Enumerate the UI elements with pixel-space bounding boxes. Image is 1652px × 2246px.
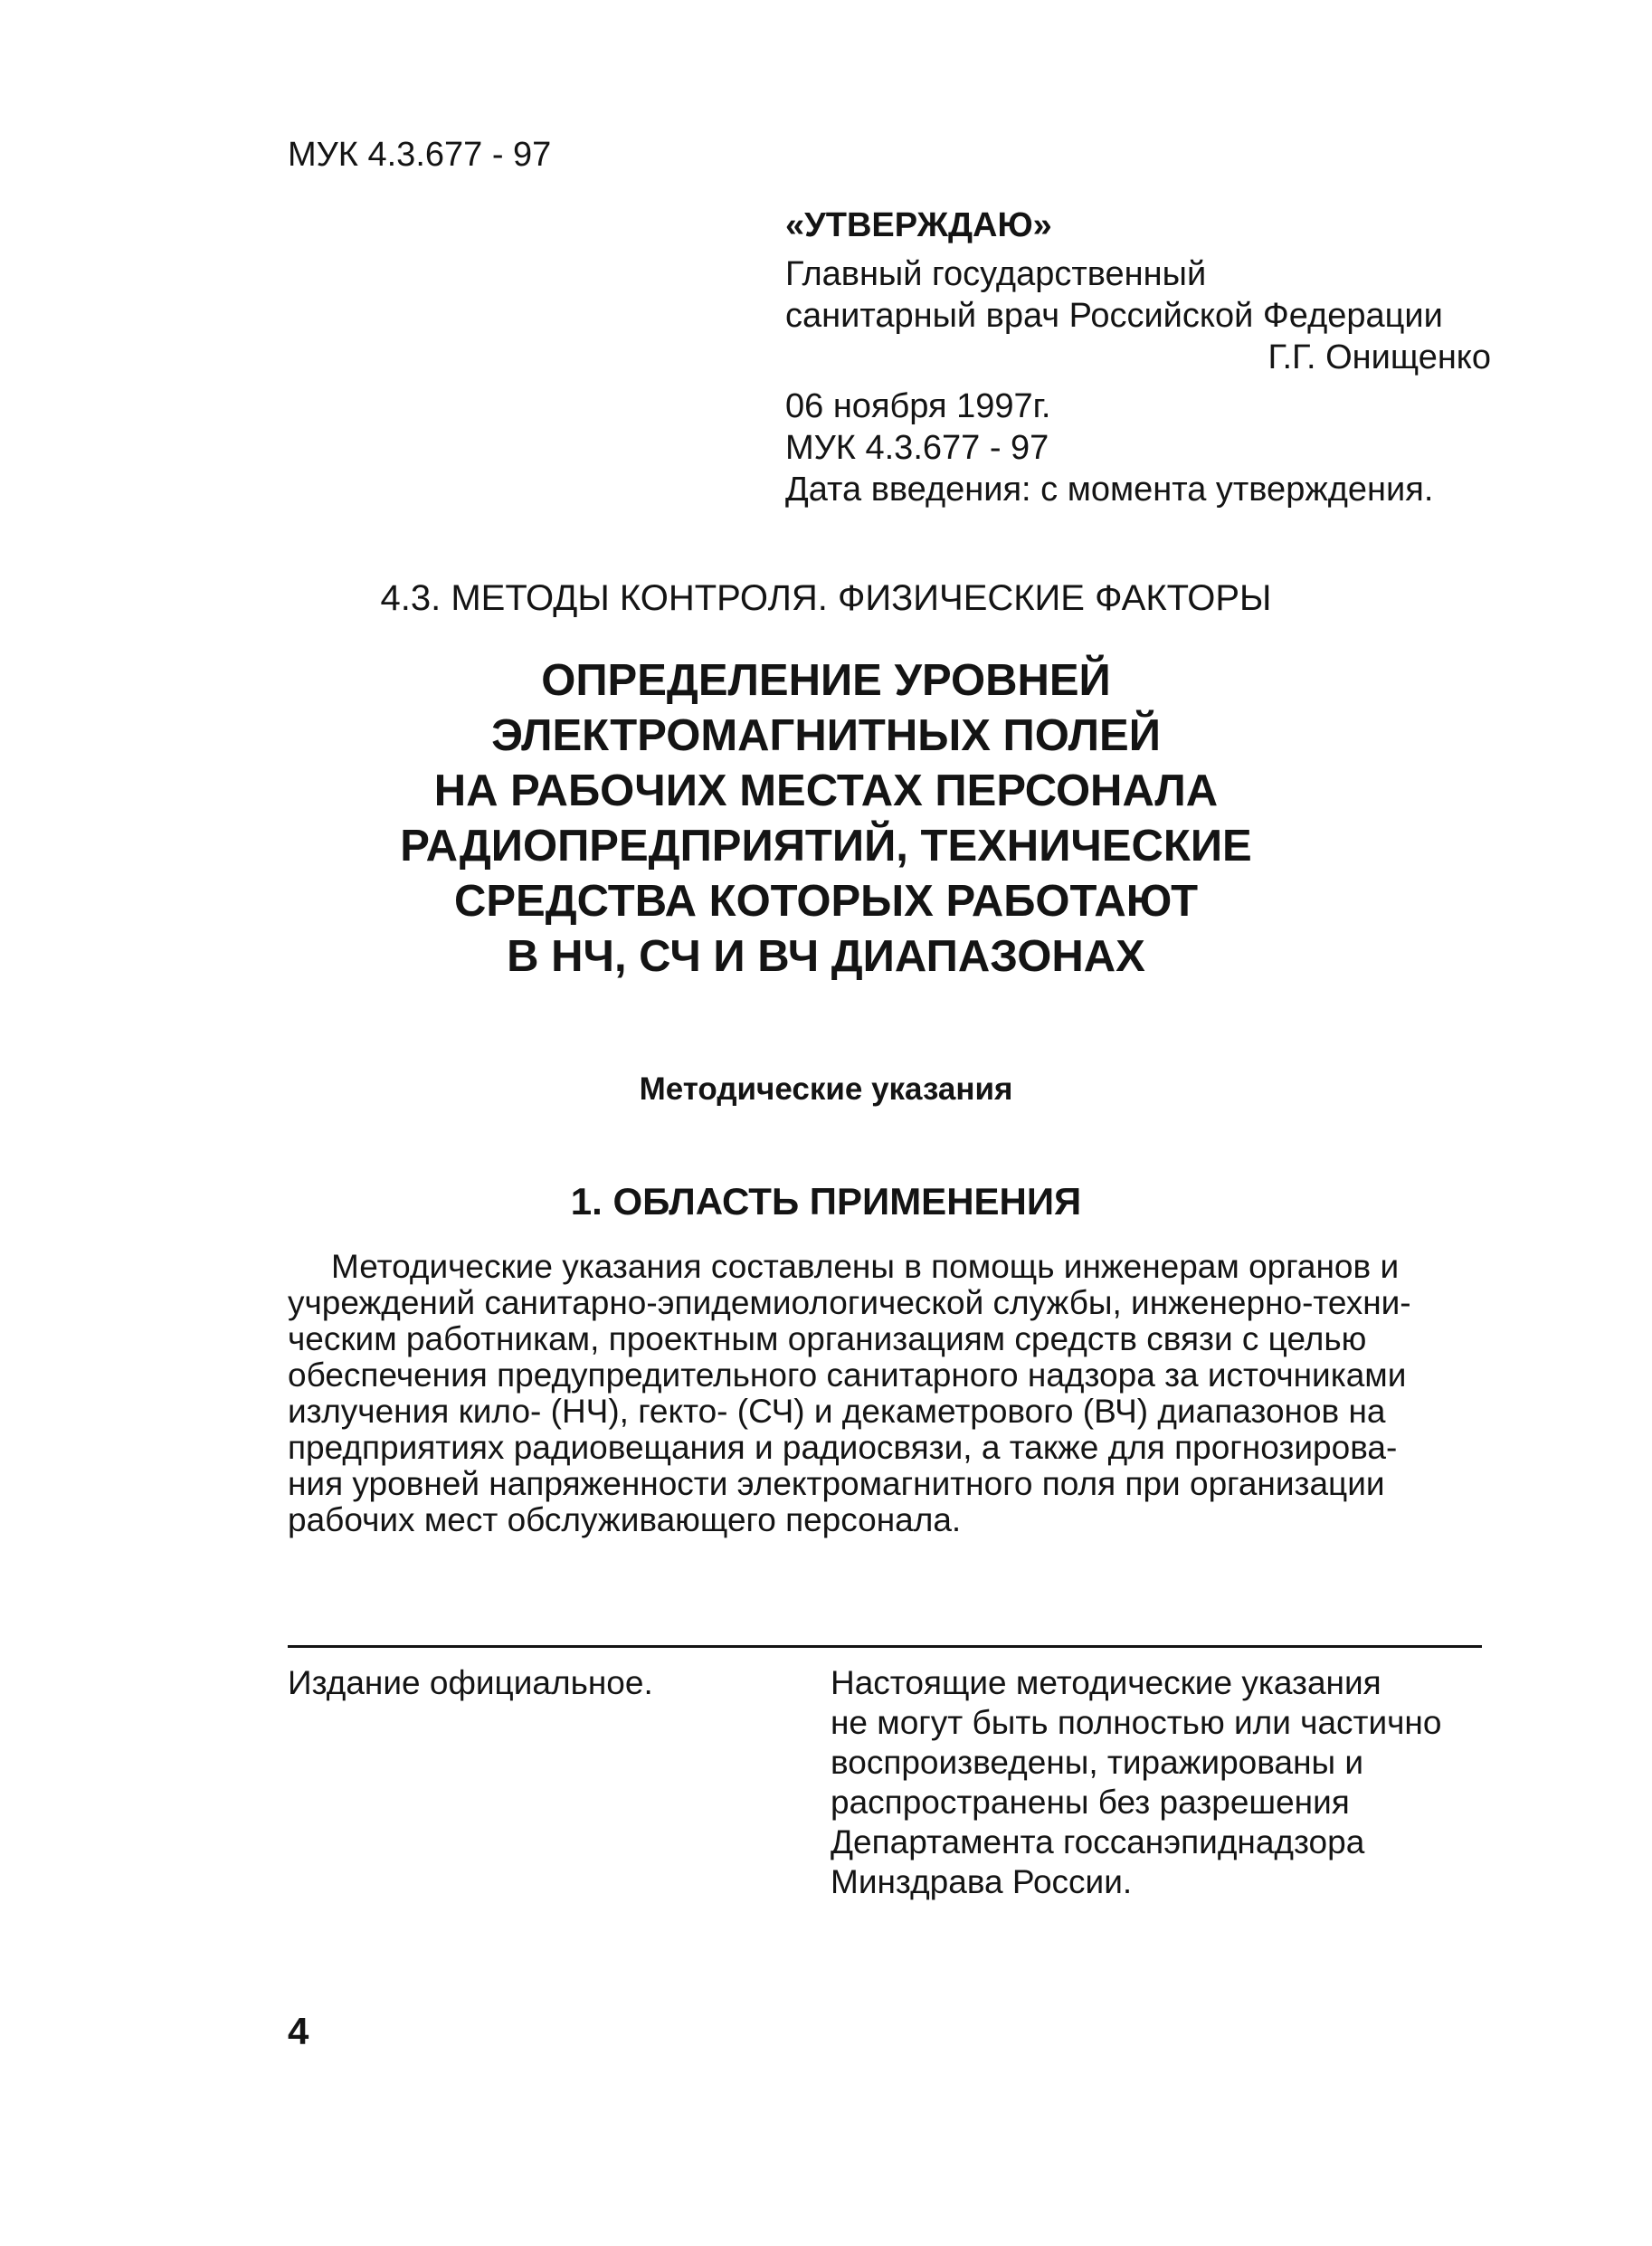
document-type: Методические указания (639, 1071, 1013, 1107)
approval-doc-code: МУК 4.3.677 - 97 (785, 429, 1049, 467)
approver-position-line-1: Главный государственный (785, 255, 1207, 293)
approval-title: «УТВЕРЖДАЮ» (785, 206, 1052, 244)
body-line: рабочих мест обслуживающего персонала. (288, 1501, 962, 1538)
title-line: СРЕДСТВА КОТОРЫХ РАБОТАЮТ (453, 877, 1199, 926)
body-line: предприятиях радиовещания и радиосвязи, а также для прогнозирова- (288, 1429, 1398, 1466)
approval-block (785, 205, 1509, 510)
approval-date: 06 ноября 1997г. (785, 387, 1051, 425)
chapter-heading: 1. ОБЛАСТЬ ПРИМЕНЕНИЯ (570, 1180, 1082, 1223)
body-line: ния уровней напряженности электромагнитного поля при организации (288, 1465, 1385, 1502)
footer-divider (288, 1645, 1482, 1648)
notice-line: распространены без разрешения (831, 1784, 1350, 1821)
notice-line: Минздрава России. (831, 1863, 1133, 1900)
document-title (0, 653, 1652, 985)
title-line: НА РАБОЧИХ МЕСТАХ ПЕРСОНАЛА (433, 766, 1219, 815)
approver-position-line-2: санитарный врач Российской Федерации (785, 297, 1443, 335)
title-line: РАДИОПРЕДПРИЯТИЙ, ТЕХНИЧЕСКИЕ (400, 822, 1252, 871)
notice-line: Департамента госсанэпиднадзора (831, 1823, 1365, 1861)
approver-name: Г.Г. Онищенко (1267, 338, 1491, 376)
notice-line: Настоящие методические указания (831, 1664, 1381, 1701)
body-line: обеспечения предупредительного санитарного надзора за источниками (288, 1356, 1407, 1394)
notice-line: воспроизведены, тиражированы и (831, 1744, 1364, 1781)
chapter-body (288, 1249, 1491, 1538)
body-line: Методические указания составлены в помощь инженерам органов и (331, 1248, 1400, 1285)
body-line: ческим работникам, проектным организациям средств связи с целью (288, 1320, 1367, 1357)
section-heading: 4.3. МЕТОДЫ КОНТРОЛЯ. ФИЗИЧЕСКИЕ ФАКТОРЫ (380, 578, 1272, 618)
body-line: учреждений санитарно-эпидемиологической службы, инженерно-техни- (288, 1284, 1411, 1321)
document-code: МУК 4.3.677 - 97 (288, 136, 552, 174)
page-number: 4 (288, 2010, 309, 2052)
copyright-notice (831, 1663, 1500, 1902)
edition-label: Издание официальное. (288, 1664, 653, 1701)
notice-line: не могут быть полностью или частично (831, 1704, 1442, 1741)
title-line: ОПРЕДЕЛЕНИЕ УРОВНЕЙ (541, 656, 1111, 705)
title-line: ЭЛЕКТРОМАГНИТНЫХ ПОЛЕЙ (491, 711, 1161, 760)
body-line: излучения кило- (НЧ), гекто- (СЧ) и декаметрового (ВЧ) диапазонов на (288, 1393, 1386, 1430)
title-line: В НЧ, СЧ И ВЧ ДИАПАЗОНАХ (507, 932, 1145, 981)
effective-date: Дата введения: с момента утверждения. (785, 471, 1434, 509)
